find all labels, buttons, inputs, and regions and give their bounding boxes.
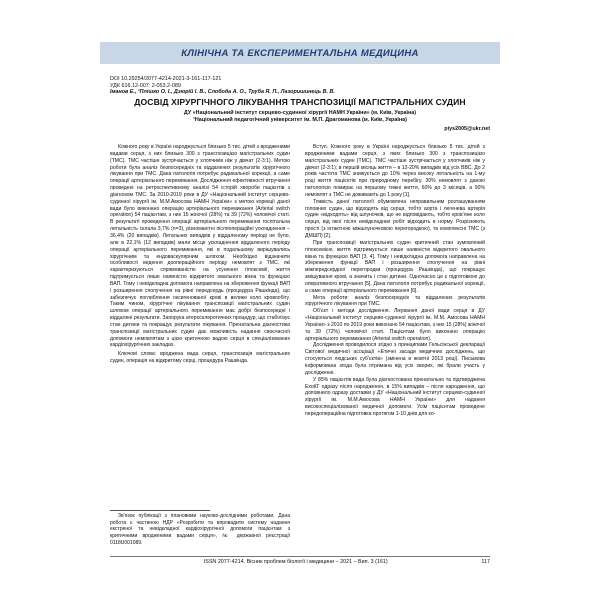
methods-paragraph: Об’єкт і методи дослідження. Лікування даної вади серця в ДУ «Національний інститут серцево-судинної хірургії ім. М.М. Амосова НАМН України» з 2010 по 2019 роки виконано 54 пацієнтам, з них 15 (28%) жіночої та 39 (72%) чоловічої статі. Пацієнтам було виконано операцію артеріального перемикання (Arterial switch operation). (305, 308, 486, 342)
page-footer (110, 559, 490, 565)
body-paragraph-2: Тяжкість даної патології обумовлена неправильним розташуванням головних судин, що відходять від серця, тобто аорта і легенева артерія судин «відходять» від шлуночків, що не відповідають, тобто кров’яне коло серця, від якої після невідкладних робіт відходить в норму. Розрізняють прості (з інтактною міжшлуночковою перегородкою), та комплексні ТМС (з ДМШП) [2]. (305, 198, 485, 239)
authors-text: Іманов Е., ¹Плішко О. І., Дзюрій І. В., Слобода А. О., Труба Я. П., Лазоришинець В. В. (110, 89, 335, 96)
affiliation-1: ДУ «Національний інститут серцево-судинної хірургії НАМН України» (м. Київ, Україна) (183, 110, 417, 116)
keywords: Ключові слова: вроджена вада серця, транспозиція магістральних судин, операція на відкритому серці, процедура Рашкінда. (110, 351, 290, 365)
aim-paragraph: Мета роботи: аналіз безпосередніх та віддалених результатів хірургічного лікування при ТМС. (305, 294, 485, 308)
body-paragraph-3: При транспозиції магістральних судин критичний стан зумовлений гіпоксемією, життя підтримується лише наявністю відкритого овального вікна та функцією ВАП [3, 4]. Тому і невідкладна допомога направлена на збереження функції ВАП і розширення сполучення на рівні міжпередсердної перегородки (процедура Рашкінда), що покращує змішування крові, а значить і стан дитини. Одночасно це є підготовкою до оперативного втручання [5]. Дана патологія потребує радикальної корекції, а саме операції артеріального перемикання [6]. (305, 239, 485, 294)
doi: DOI 10.29254/2077-4214-2021-3-161-117-121 (110, 76, 222, 82)
page-number: 117 (481, 559, 490, 565)
section-title: КЛІНІЧНА ТА ЕКСПЕРИМЕНТАЛЬНА МЕДИЦИНА (181, 47, 419, 59)
authors (110, 89, 490, 96)
footer-divider (110, 556, 490, 557)
article-meta (110, 76, 490, 96)
article-title: ДОСВІД ХІРУРГІЧНОГО ЛІКУВАННЯ ТРАНСПОЗИЦІЇ МАГІСТРАЛЬНИХ СУДИН (134, 97, 466, 107)
ethics-paragraph: Дослідження проводилося згідно з принципами Гельсінської декларації Світової медичної асоціації «Етичні засади медичних досліджень, що стосуються людських суб’єктів» (змінена в жовтні 2013 році). Письмова інформована згода була отримана від усіх хворих, які брали участь у дослідженні. (305, 342, 485, 376)
left-column (110, 144, 290, 365)
author-email[interactable]: piys2005@ukr.net (444, 126, 490, 132)
journal-issn: ISSN 2077-4214. Вісник проблем біології і медицини – 2021 – Вип. 3 (161) (203, 559, 388, 565)
affiliations (110, 110, 490, 124)
funding-footnote: Зв’язок публікації з плановими науково-дослідними роботами. Дана робота є частиною НДР «Розробити та впровадити систему надання екстреної та невідкладної кардіохірургічної допомоги пацієнтам з критичними вродженими вадами серця», № державної реєстрації 0118U001089. (110, 513, 290, 546)
footnote-divider (110, 510, 210, 511)
results-paragraph: У 85% пацієнтів вада була діагностована пренатально та підтверджена ЕхоКГ одразу після народження, в 15% випадків – після народження, що доповнило одразу доставки у ДУ «Національний інститут серцево-судинної хірургії ім. М.М.Амосова НАМН України» для надання високоспеціалізованої медичної допомоги. Усім пацієнтам проведене передопераційна підготовка протягом 1-10 днів для ко- (305, 376, 485, 417)
affiliation-2: ¹Національний педагогічний університет ім. М.П. Драгоманова (м. Київ, Україна) (193, 117, 407, 123)
intro-paragraph: Вступ. Кожного року в Україні народжується близько 5 тис. дітей з вродженими вадами серця, з яких близько 300 з транспозицією магістральних судин (ТМС). ТМС частіше зустрічається у хлопчиків ніж у дівчат (2-3:1); в першій місяць життя – в 12-20% випадків від усіх ВВС. До 2 років частота ТМС знижується до 10% через високу летальність на 1-му році життя пацієнтів при природному перебігу. 30% немовлят з даною патологією помирає на першому тижні життя, 60% до 3 місяців, а 90% немовлят з ТМС не доживають до 1 року [1]. (305, 144, 485, 198)
udc: УДК 616.12-007: 2-053.2-089 (110, 82, 181, 89)
section-banner (100, 42, 500, 64)
abstract-paragraph: Кожного року в Україні народжується близько 5 тис. дітей з вродженими вадами серця, з них близько 300 з транспозицією магістральних судин (ТМС). ТМС частіше зустрічається у хлопчиків ніж у дівчат (2-3:1). Метою роботи була аналіз безпосередніх та віддалених результатів хірургічного лікування при ТМС. Дана патологія потребує радикальної корекції, а саме операції артеріального перемикання. Дослідження ефективності втручання проведені на ретроспективному аналізі 54 історій хвороби пацієнтів з діагнозом ТМС. За 2010-2019 роки в ДУ «Національний інститут серцево-судинної хірургії ім. М.М.Амосова НАМН України» з метою корекції даної вади було виконано операцію артеріального перемикання (Arterial switch operation) 54 пацієнтам, з них 15 жіночої (28%) та 39 (72%) чоловічої статі. В результаті проведення операції артеріального перемикання госпітальна летальність склала 3,7% (n=3), різноманітні післяопераційні ускладнення – 36,4% (20 випадків). Летальних випадків у віддаленому періоді не було, але в 22,1% (12 випадків) мали місце ускладнення віддаленого періоду операції артеріального перемикання, які в подальшому вирішувались хірургічним та ендоваскулярним шляхом. Необхідно відзначити особливості ведення доопераційного періоду немовлят з ТМС, які характеризуються спрямованістю на усунення гіпоксемії, життя підтримується лише наявністю відкритого овального вікна та функцією ВАП. Тому і невідкладна допомога направлена на збереження функції ВАП і розширення сполучення на рівні передсердь (процедура Рашкінда), що забезпечує поглиблення оксигенованої крові в велике коло кровообігу. Таким чином, хірургічне лікування транспозиції магістральних судин шляхом операції артеріального перемикання має добрі безпосередні і віддалені результати. Запорука атеросклеротичних процедур, що стабілізує стан дитини та покращує результати лікування. Пренатальна діагностика транспозиції магістральних судин дає можливість надання своєчасної допомоги немовлятам з цією критичною вадою серця в спеціалізованих кардіохірургічних закладах. (110, 144, 290, 349)
right-column (305, 144, 485, 418)
